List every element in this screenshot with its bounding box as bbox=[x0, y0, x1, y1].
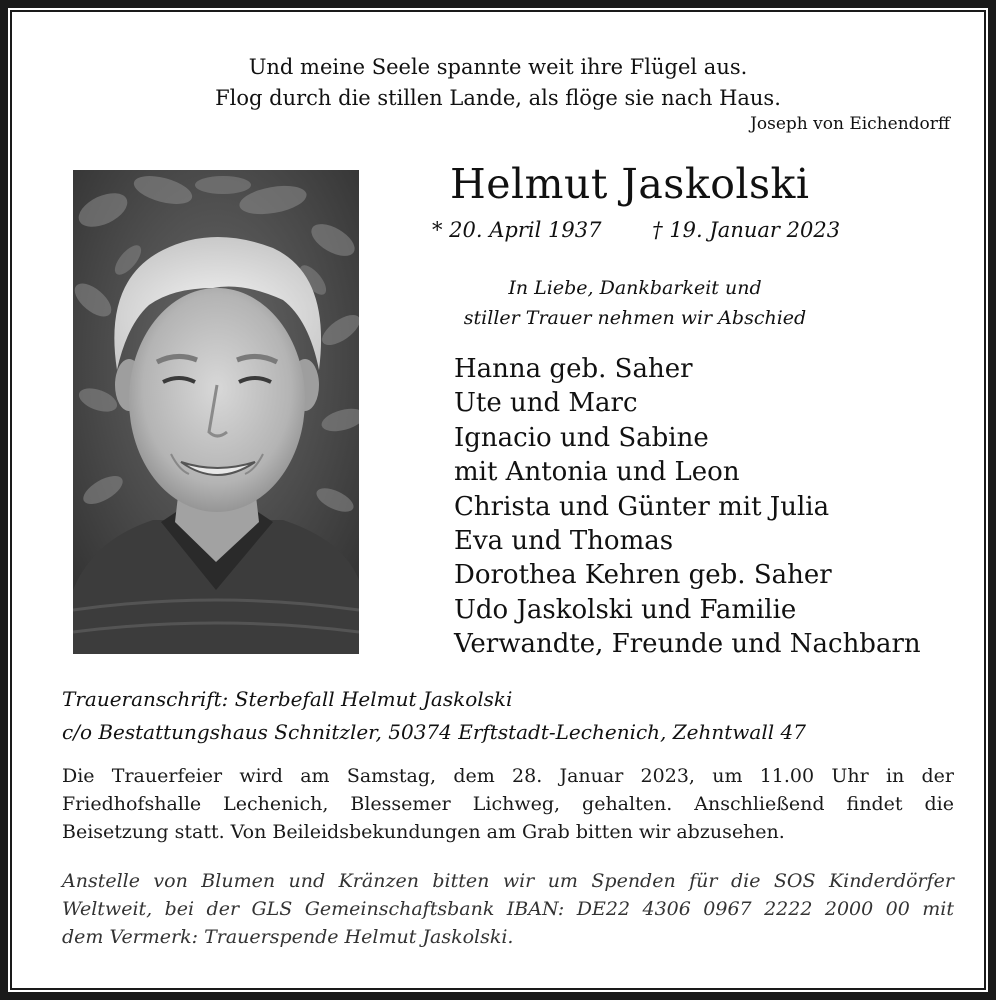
mourning-address bbox=[62, 683, 806, 749]
donation-line: Weltweit, bei der GLS Gemeinschaftsbank IBAN: DE22 4306 0967 2222 2000 00 mit bbox=[62, 898, 954, 920]
family-member: Verwandte, Freunde und Nachbarn bbox=[454, 629, 921, 660]
address-line: c/o Bestattungshaus Schnitzler, 50374 Erftstadt-Lechenich, Zehntwall 47 bbox=[62, 720, 806, 744]
family-member: Udo Jaskolski und Familie bbox=[454, 594, 797, 625]
poem-line: Flog durch die stillen Lande, als flöge sie nach Haus. bbox=[215, 86, 781, 110]
ceremony-line: Friedhofshalle Lechenich, Blessemer Lichweg, gehalten. Anschließend findet die bbox=[62, 793, 954, 815]
donation-line: dem Vermerk: Trauerspende Helmut Jaskolski. bbox=[62, 926, 514, 948]
poem bbox=[0, 52, 996, 114]
family-member: Ute und Marc bbox=[454, 388, 638, 419]
farewell-line: stiller Trauer nehmen wir Abschied bbox=[463, 307, 807, 329]
portrait-photo bbox=[73, 170, 359, 654]
family-member: Hanna geb. Saher bbox=[454, 354, 693, 384]
death-date: † 19. Januar 2023 bbox=[652, 218, 841, 242]
family-member: mit Antonia und Leon bbox=[454, 457, 740, 488]
family-member: Christa und Günter mit Julia bbox=[454, 491, 830, 522]
farewell-line: In Liebe, Dankbarkeit und bbox=[508, 277, 762, 299]
birth-date: * 20. April 1937 bbox=[432, 218, 602, 242]
ceremony-text bbox=[62, 762, 954, 846]
ceremony-line: Beisetzung statt. Von Beileidsbekundungen am Grab bitten wir abzusehen. bbox=[62, 821, 785, 843]
address-line: Traueranschrift: Sterbefall Helmut Jaskolski bbox=[62, 687, 513, 711]
poem-author: Joseph von Eichendorff bbox=[750, 114, 950, 134]
family-list bbox=[454, 352, 921, 662]
life-dates bbox=[432, 218, 840, 242]
poem-line: Und meine Seele spannte weit ihre Flügel aus. bbox=[248, 55, 748, 79]
family-member: Ignacio und Sabine bbox=[454, 422, 709, 453]
deceased-name: Helmut Jaskolski bbox=[450, 160, 810, 208]
family-member: Eva und Thomas bbox=[454, 526, 674, 557]
ceremony-line: Die Trauerfeier wird am Samstag, dem 28. Januar 2023, um 11.00 Uhr in der bbox=[62, 765, 954, 787]
donation-text bbox=[62, 867, 954, 951]
farewell-text bbox=[430, 273, 840, 333]
family-member: Dorothea Kehren geb. Saher bbox=[454, 560, 832, 591]
donation-line: Anstelle von Blumen und Kränzen bitten wir um Spenden für die SOS Kinderdörfer bbox=[62, 870, 954, 892]
